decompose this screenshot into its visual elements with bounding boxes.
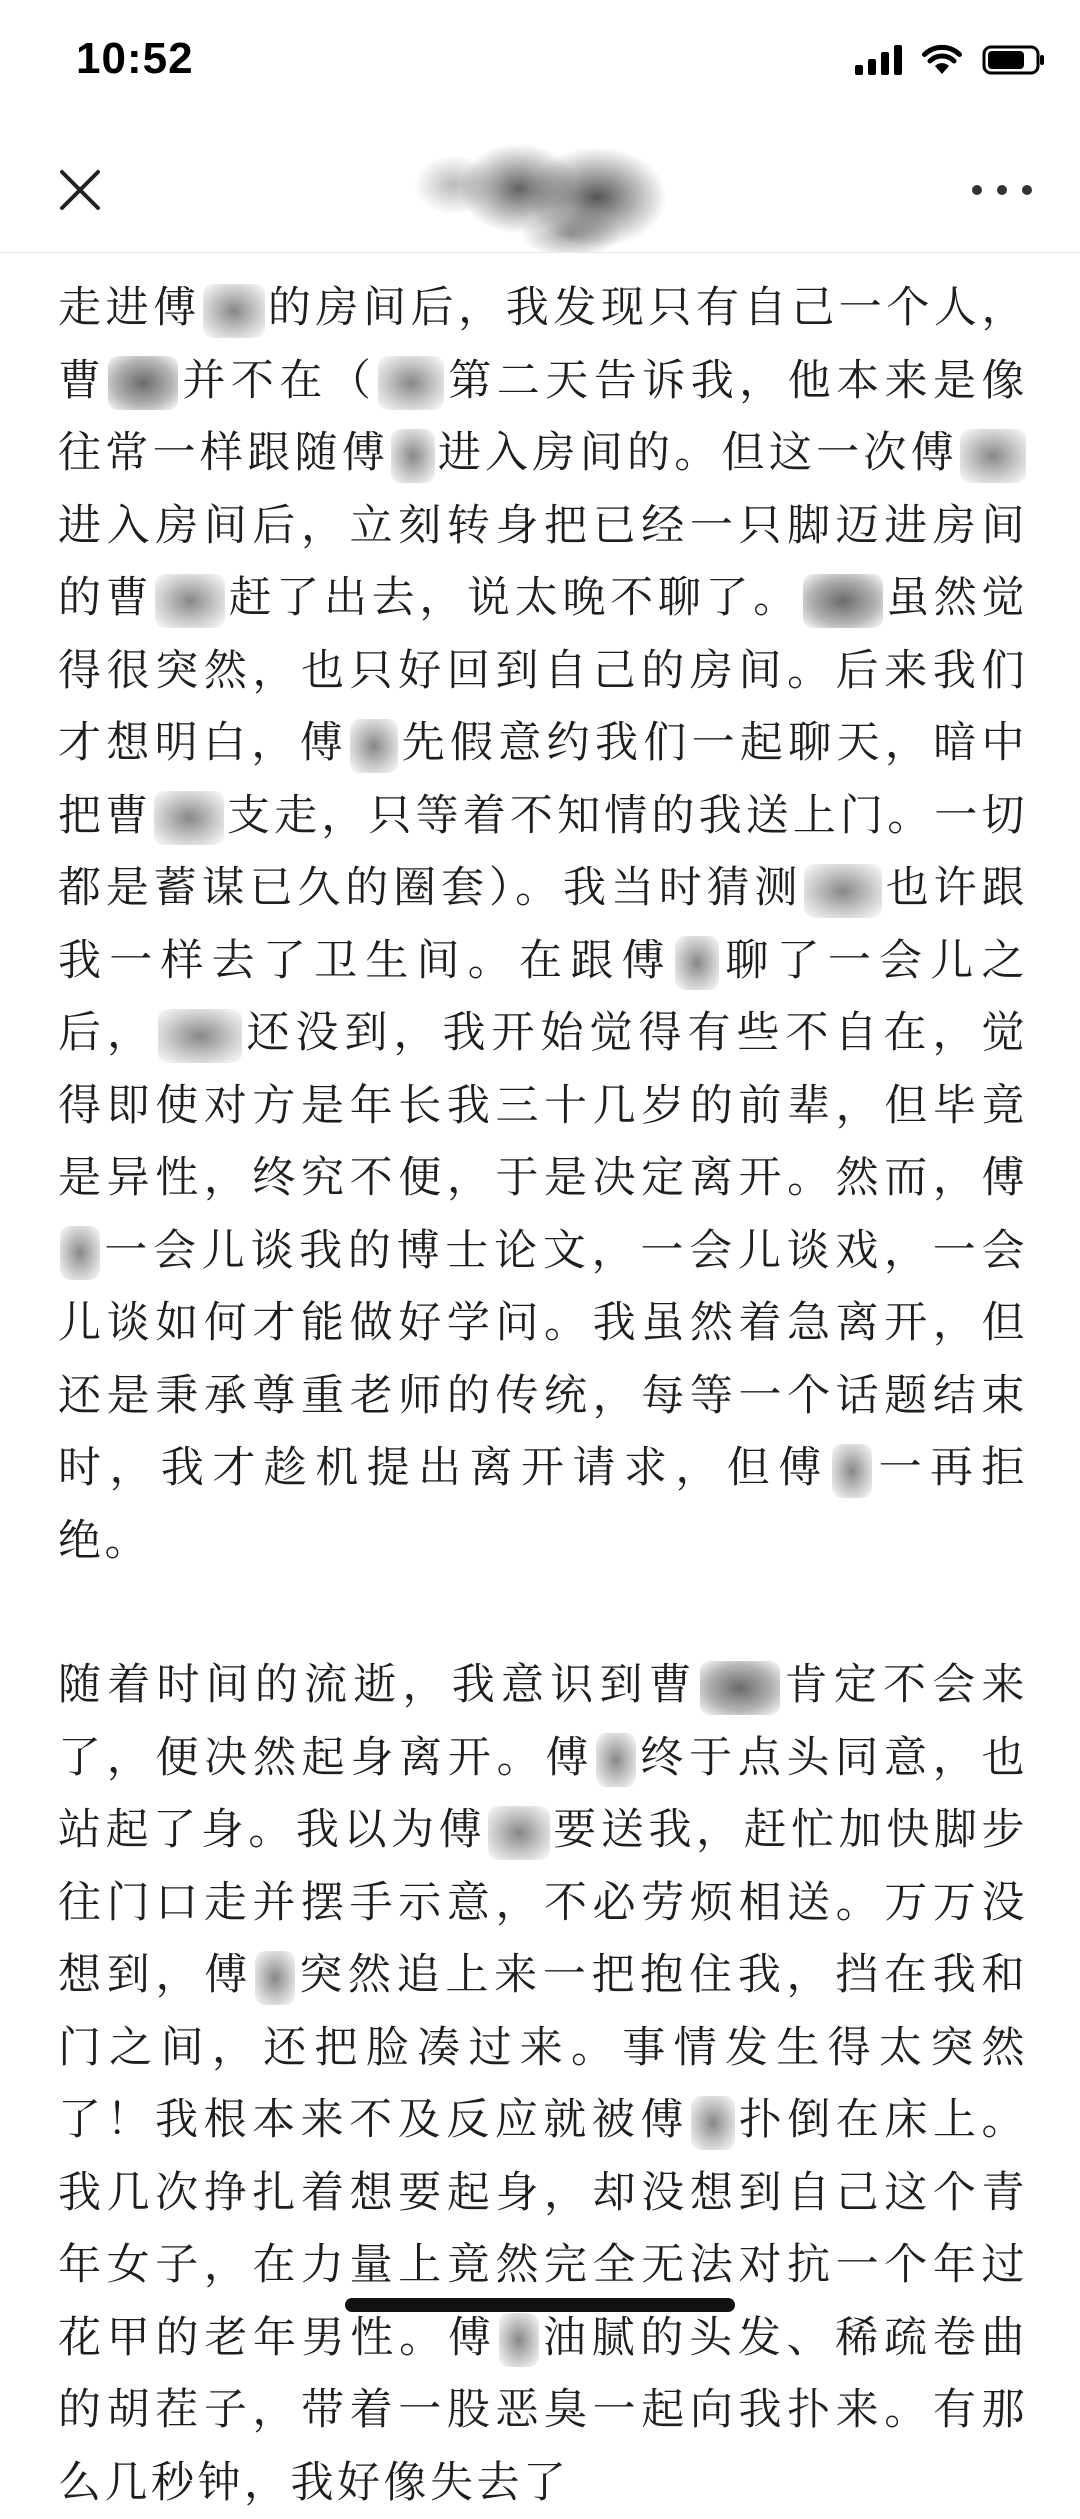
text-segment: 进入房间的。但这一次傅	[437, 428, 959, 478]
wifi-icon	[922, 45, 962, 75]
redaction-blur	[803, 574, 883, 628]
redaction-blur	[155, 574, 225, 628]
text-segment: 随着时间的流逝，我意识到曹	[58, 1660, 698, 1710]
redaction-blur	[60, 1226, 100, 1280]
nav-title-redacted	[415, 130, 675, 252]
redaction-blur	[154, 791, 224, 845]
text-segment: 肯定不会来了，便决然起身离开。傅	[58, 1660, 1029, 1783]
text-segment: 突然追上来一把抱住我，挡在我和门之间，还把脸凑过来。事情发生得太突然了！我根本来不及反应就被傅	[58, 1950, 1029, 2145]
status-bar	[0, 0, 1080, 130]
text-segment: 走进傅	[58, 283, 201, 333]
redaction-blur	[675, 936, 719, 990]
home-indicator[interactable]	[345, 2298, 735, 2312]
text-segment: 终于点头同意，也站起了身。我以为傅	[58, 1732, 1029, 1855]
text-segment: 聊了一会儿之后，	[58, 935, 1029, 1058]
paragraph	[58, 1649, 1028, 2519]
redaction-blur	[108, 356, 178, 410]
battery-icon	[982, 44, 1046, 76]
text-segment: 进入房间后，立刻转身把已经一只脚迈进房间的曹	[58, 500, 1028, 623]
text-segment: 也许跟我一样去了卫生间。在跟傅	[58, 863, 1029, 986]
paragraph	[58, 272, 1028, 1577]
text-segment: 扑倒在床上。我几次挣扎着想要起身，却没想到自己这个青年女子，在力量上竟然完全无法对抗一个年过花甲的老年男性。傅	[58, 2095, 1029, 2363]
title-redaction-blur	[415, 130, 675, 252]
text-segment: 要送我，赶忙加快脚步往门口走并摆手示意，不必劳烦相送。万万没想到，傅	[58, 1805, 1029, 2000]
text-segment: 赶了出去，说太晚不聊了。	[227, 573, 801, 623]
text-segment: 虽然觉得很突然，也只好回到自己的房间。后来我们才想明白，傅	[58, 573, 1029, 768]
text-segment: 第二天告诉我，他本来是像往常一样跟随傅	[58, 355, 1029, 478]
redaction-blur	[832, 1444, 872, 1498]
redaction-blur	[255, 1951, 295, 2005]
redaction-blur	[391, 429, 435, 483]
status-time: 10:52	[76, 34, 194, 83]
article-body	[58, 272, 1028, 2519]
text-segment: 支走，只等着不知情的我送上门。一切都是蓄谋已久的圈套）。我当时猜测	[58, 790, 1029, 913]
text-segment: 油腻的头发、稀疏卷曲的胡茬子，带着一股恶臭一起向我扑来。有那么几秒钟，我好像失去了	[58, 2312, 1029, 2508]
text-segment: 一再拒绝。	[58, 1443, 1029, 1566]
redaction-blur	[158, 1009, 242, 1063]
nav-bar	[0, 130, 1080, 253]
redaction-blur	[596, 1733, 636, 1787]
redaction-blur	[378, 356, 444, 410]
more-icon-dot	[997, 185, 1007, 195]
redaction-blur	[488, 1806, 550, 1860]
text-segment: 还没到，我开始觉得有些不自在，觉得即使对方是年长我三十几岁的前辈，但毕竟是异性，终究不便，于是决定离开。然而，傅	[58, 1008, 1028, 1203]
redaction-blur	[691, 2096, 735, 2150]
text-segment: 的房间后，我发现只有自己一个人，曹	[58, 283, 1029, 406]
close-icon	[59, 169, 101, 211]
status-icons	[855, 44, 1046, 76]
redaction-blur	[499, 2313, 539, 2367]
redaction-blur	[700, 1661, 780, 1715]
redaction-blur	[804, 864, 882, 918]
more-button[interactable]	[972, 170, 1032, 210]
more-icon-dot	[972, 185, 982, 195]
redaction-blur	[960, 429, 1026, 483]
cellular-signal-icon	[855, 45, 902, 75]
redaction-blur	[350, 719, 398, 773]
redaction-blur	[203, 284, 265, 338]
close-button[interactable]	[50, 160, 110, 220]
text-segment: 一会儿谈我的博士论文，一会儿谈戏，一会儿谈如何才能做好学问。我虽然着急离开，但还是秉承尊重老师的传统，每等一个话题结束时，我才趁机提出离开请求，但傅	[58, 1225, 1028, 1493]
more-icon-dot	[1022, 185, 1032, 195]
text-segment: 并不在（	[180, 355, 377, 406]
text-segment: 先假意约我们一起聊天，暗中把曹	[58, 718, 1029, 841]
